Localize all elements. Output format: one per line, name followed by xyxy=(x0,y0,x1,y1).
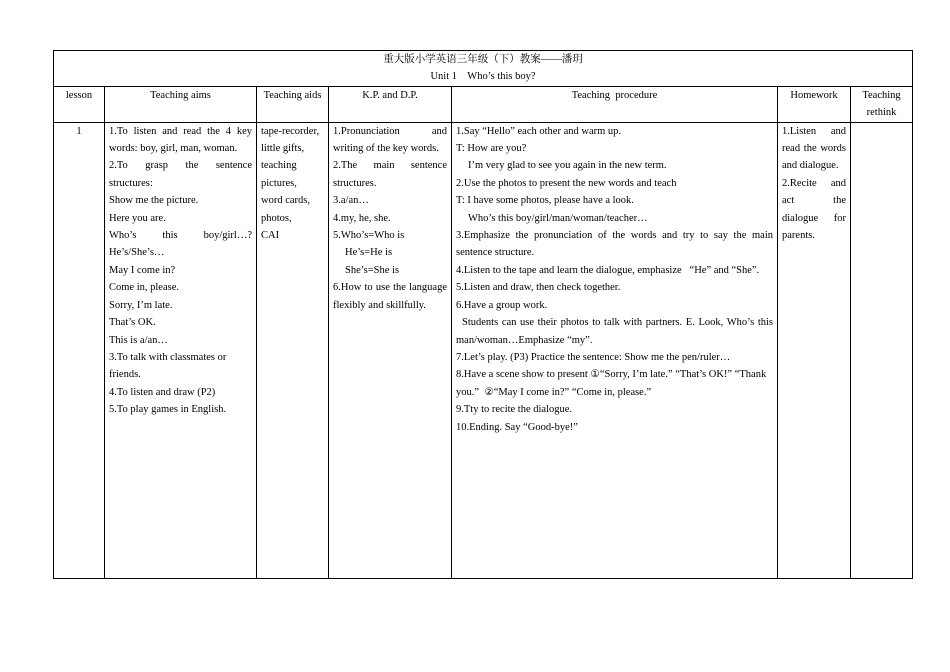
header-teaching-aids: Teaching aids xyxy=(257,86,329,122)
procedure-step: Who’s this boy/girl/man/woman/teacher… xyxy=(468,212,648,224)
header-lesson: lesson xyxy=(54,86,105,122)
procedure-step: 8.Have a scene show to present ①“Sorry, I’m late.” “That’s OK!” “Thank you.” ②“May I come in?” “Come in, please.” xyxy=(456,369,769,398)
aim-line: Sorry, I’m late. xyxy=(109,299,173,311)
procedure-step: I’m very glad to see you again in the new term. xyxy=(468,160,667,172)
procedure-step: 7.Let’s play. (P3) Practice the sentence: Show me the pen/ruler… xyxy=(456,351,731,363)
aid-item: teaching pictures, xyxy=(261,160,297,189)
procedure-step: 1.Say “Hello” each other and warm up. xyxy=(456,125,622,137)
aid-item: photos, xyxy=(261,212,292,224)
aim-line: May I come in? xyxy=(109,264,176,276)
kp-line: 1.Pronunciation and writing of the key words. xyxy=(333,125,447,155)
teaching-aids-cell xyxy=(257,122,329,578)
procedure-step: 6.Have a group work. xyxy=(456,299,548,311)
header-teaching-rethink: Teaching rethink xyxy=(851,86,913,122)
procedure-step: T: How are you? xyxy=(456,143,527,155)
kp-line: 2.The main sentence structures. xyxy=(333,160,447,189)
aim-line: 2.To grasp the sentence structures: xyxy=(109,160,252,189)
aid-item: CAI xyxy=(261,230,280,242)
header-kp-dp: K.P. and D.P. xyxy=(329,86,452,122)
aim-line: Who’s this boy/girl…? xyxy=(109,230,252,242)
aim-line: 4.To listen and draw (P2) xyxy=(109,386,216,398)
procedure-step: 5.Listen and draw, then check together. xyxy=(456,282,621,294)
procedure-step: 10.Ending. Say “Good-bye!” xyxy=(456,421,578,433)
aim-line: He’s/She’s… xyxy=(109,247,165,259)
procedure-step: 3.Emphasize the pronunciation of the words and try to say the main sentence structure. xyxy=(456,230,773,259)
procedure-step: 2.Use the photos to present the new words and teach xyxy=(456,177,677,189)
aim-line: That’s OK. xyxy=(109,317,156,329)
kp-line: 4.my, he, she. xyxy=(333,212,391,224)
procedure-step: Students can use their photos to talk with partners. E. Look, Who’s this man/woman…Emphasize “my”. xyxy=(456,317,773,346)
teaching-rethink-cell xyxy=(851,122,913,578)
kp-line: She’s=She is xyxy=(345,264,400,276)
aim-line: This is a/an… xyxy=(109,334,168,346)
header-teaching-procedure: Teaching procedure xyxy=(452,86,778,122)
aim-line: 3.To talk with classmates or friends. xyxy=(109,351,227,381)
teaching-procedure-cell xyxy=(452,122,778,578)
document-title: 重大版小学英语三年级（下）教案——潘玥 xyxy=(383,54,583,65)
procedure-step: 4.Listen to the tape and learn the dialogue, emphasize “He” and “She”. xyxy=(456,264,760,276)
kp-line: He’s=He is xyxy=(345,247,393,259)
procedure-step: T: I have some photos, please have a look. xyxy=(456,195,634,207)
kp-line: 5.Who’s=Who is xyxy=(333,230,405,242)
aim-line: 5.To play games in English. xyxy=(109,404,227,416)
aid-item: word cards, xyxy=(261,195,310,207)
procedure-step: 9.Tty to recite the dialogue. xyxy=(456,404,573,416)
header-teaching-aims: Teaching aims xyxy=(105,86,257,122)
aid-item: tape-recorder, xyxy=(261,125,320,137)
teaching-aims-cell xyxy=(105,122,257,578)
lesson-number: 1 xyxy=(54,122,105,578)
kp-line: 3.a/an… xyxy=(333,195,369,207)
homework-cell xyxy=(778,122,851,578)
aim-line: Come in, please. xyxy=(109,282,179,294)
aim-line: Show me the picture. xyxy=(109,195,199,207)
homework-item: 2.Recite and act the dialogue for parents. xyxy=(782,177,846,242)
aim-line: Here you are. xyxy=(109,212,166,224)
aid-item: little gifts, xyxy=(261,143,305,155)
kp-line: 6.How to use the language flexibly and skillfully. xyxy=(333,282,447,311)
homework-item: 1.Listen and read the words and dialogue. xyxy=(782,125,846,172)
header-homework: Homework xyxy=(778,86,851,122)
table-title-cell xyxy=(54,51,913,87)
lesson-plan-table xyxy=(53,50,913,579)
kp-dp-cell xyxy=(329,122,452,578)
unit-title: Unit 1 Who’s this boy? xyxy=(430,71,536,83)
aim-line: 1.To listen and read the 4 key words: boy, girl, man, woman. xyxy=(109,125,252,155)
